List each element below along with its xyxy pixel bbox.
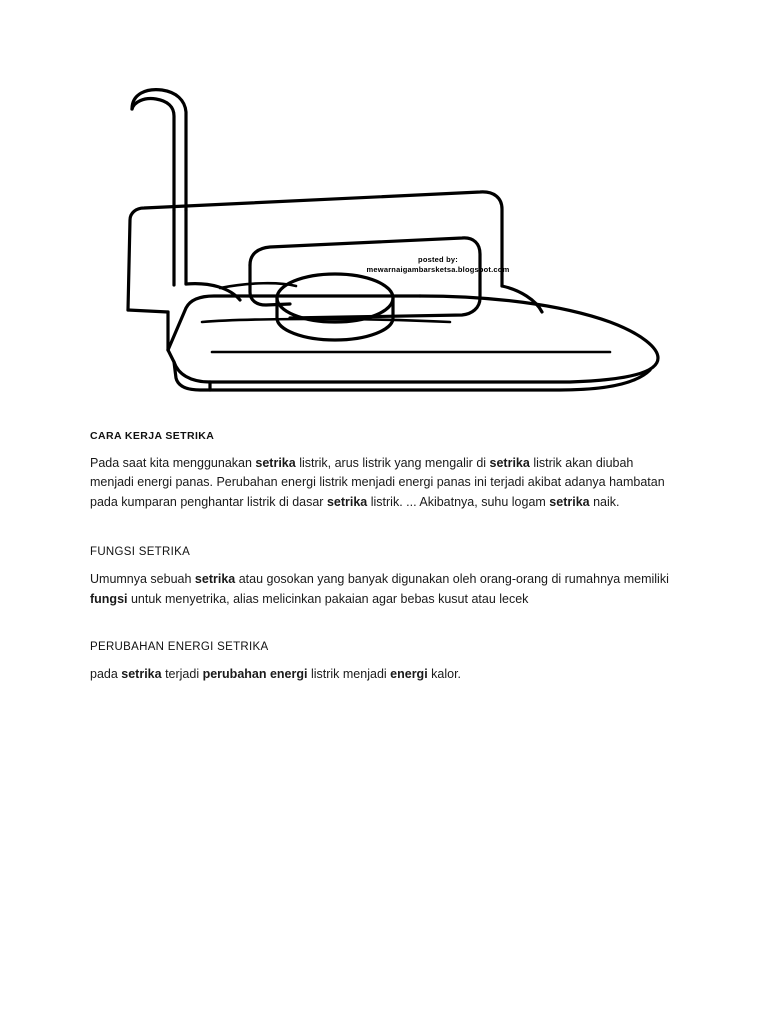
watermark-line-2: mewarnaigambarsketsa.blogspot.com bbox=[366, 265, 510, 275]
section-paragraph-cara-kerja: Pada saat kita menggunakan setrika listrik, arus listrik yang mengalir di setrika listrik akan diubah menjadi energi panas. Perubahan energi listrik menjadi energi panas ini terjadi akibat adanya hambatan pada kumparan penghantar listrik di dasar setrika listrik. ... Akibatnya, suhu logam setrika naik. bbox=[90, 456, 665, 509]
section-heading-perubahan-energi: PERUBAHAN ENERGI SETRIKA bbox=[90, 640, 269, 653]
section-paragraph-perubahan-energi: pada setrika terjadi perubahan energi listrik menjadi energi kalor. bbox=[90, 666, 462, 681]
document-body bbox=[90, 430, 680, 714]
watermark-text bbox=[348, 255, 528, 275]
watermark-line-1: posted by: bbox=[418, 255, 458, 264]
section-cara-kerja bbox=[90, 430, 680, 512]
section-fungsi bbox=[90, 546, 680, 609]
section-paragraph-fungsi: Umumnya sebuah setrika atau gosokan yang banyak digunakan oleh orang-orang di rumahnya memiliki fungsi untuk menyetrika, alias melicinkan pakaian agar bebas kusut atau lecek bbox=[90, 572, 669, 606]
iron-line-art-svg bbox=[90, 60, 690, 405]
section-heading-fungsi: FUNGSI SETRIKA bbox=[90, 546, 191, 559]
section-perubahan-energi bbox=[90, 641, 680, 684]
section-heading-cara-kerja: CARA KERJA SETRIKA bbox=[90, 430, 215, 442]
iron-illustration bbox=[90, 60, 690, 405]
